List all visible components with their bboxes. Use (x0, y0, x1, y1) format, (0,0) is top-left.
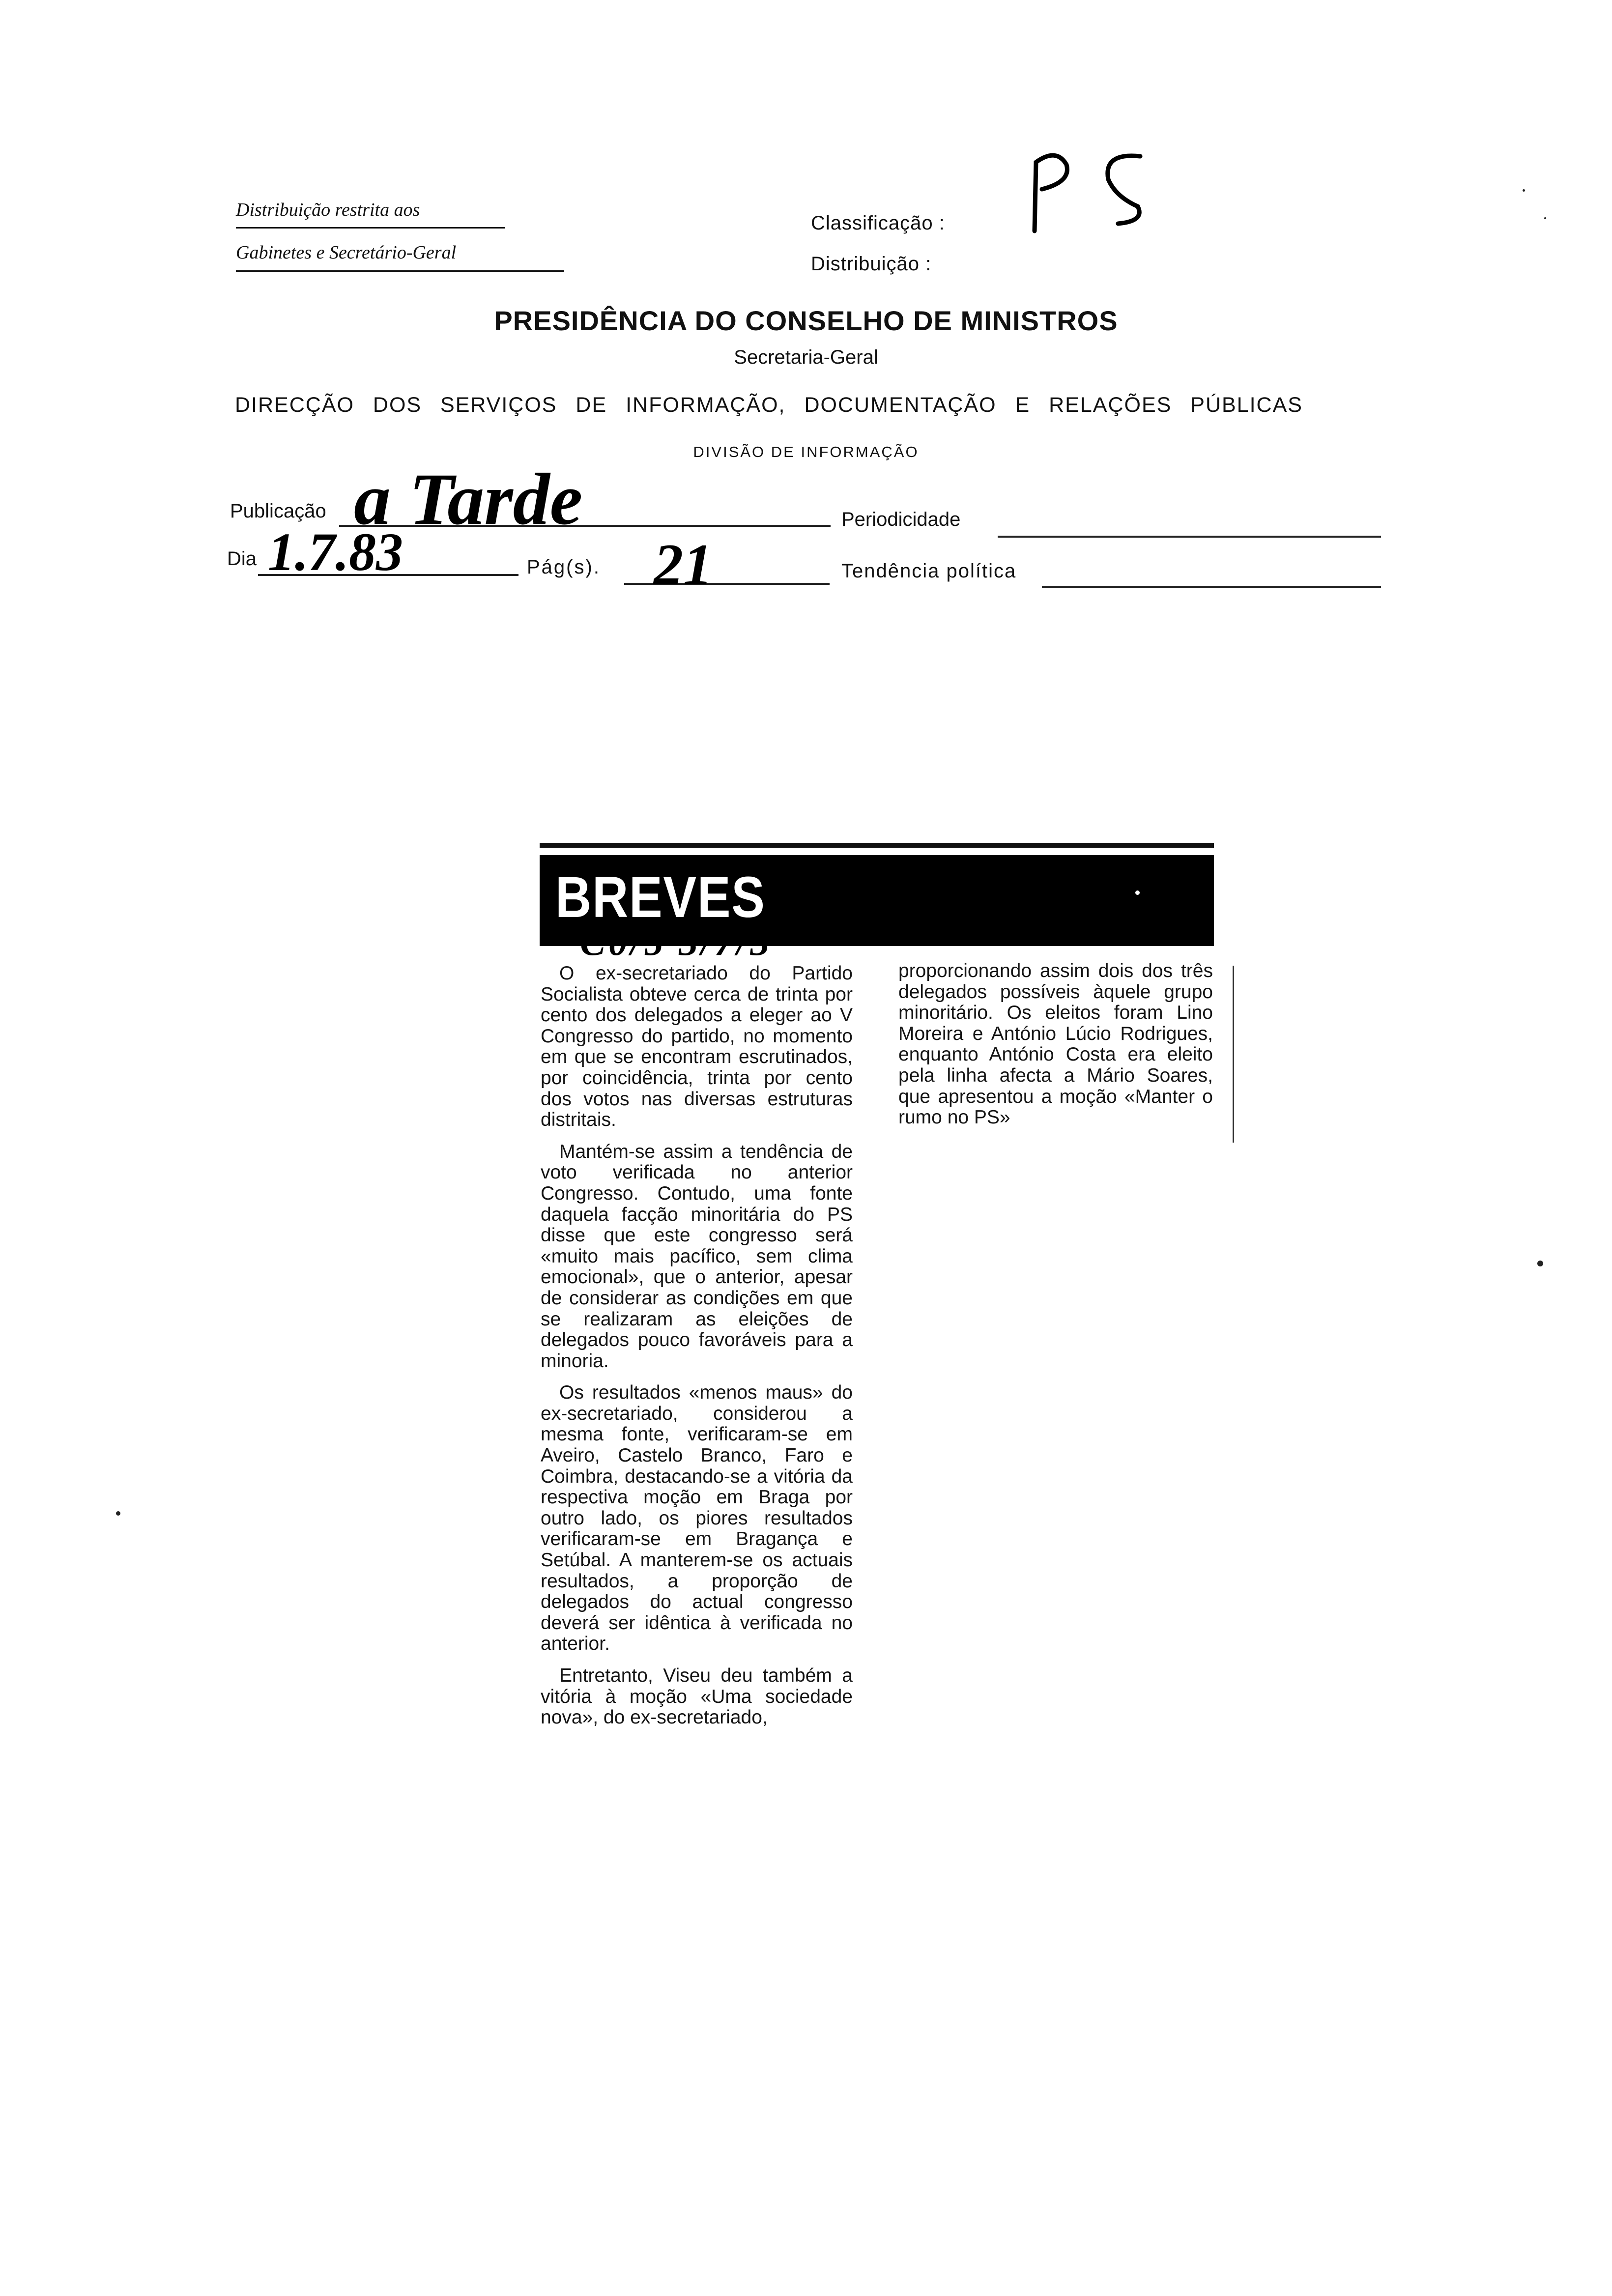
secretariat: Secretaria-Geral (734, 346, 878, 368)
distribution-underline-2 (236, 270, 564, 272)
tendencia-line (1042, 586, 1381, 588)
publicacao-label: Publicação (230, 500, 326, 522)
classification-label: Classificação : (811, 212, 945, 234)
article-column-1 (541, 963, 853, 1739)
distribution-note-line1: Distribuição restrita aos (236, 200, 420, 220)
pags-handwritten-value: 21 (654, 532, 713, 597)
distribution-underline-1 (236, 227, 505, 229)
article-paragraph: Mantém-se assim a tendência de voto verificada no anterior Congresso. Contudo, uma fonte daquela facção minoritária do PS disse que este congresso será «muito mais pacífico, sem clima emocional», que o anterior, apesar de considerar as condições em que se realizaram as eleições de delegados pouco favoráveis para a minoria. (541, 1141, 853, 1372)
scan-speck (1544, 217, 1546, 219)
scan-speck (116, 1511, 120, 1516)
scan-speck (1523, 189, 1525, 192)
article-paragraph: Entretanto, Viseu deu também a vitória à moção «Uma sociedade nova», do ex-secretariado, (541, 1665, 853, 1728)
banner-speck (1135, 890, 1140, 895)
dia-label: Dia (227, 548, 257, 570)
article-paragraph: Os resultados «menos maus» do ex-secretariado, considerou a mesma fonte, verificaram-se em Aveiro, Castelo Branco, Faro e Coimbra, destacando-se a vitória da respectiva moção em Braga por outro lado, os piores resultados verificaram-se em Bragança e Setúbal. A manterem-se os actuais resultados, a proporção de delegados do actual congresso deverá ser idêntica à verificada no anterior. (541, 1382, 853, 1655)
handwritten-classification-ps (1017, 143, 1155, 241)
distribution-note-line2: Gabinetes e Secretário-Geral (236, 242, 457, 263)
article-paragraph: O ex-secretariado do Partido Socialista obteve cerca de trinta por cento dos delegados a eleger ao V Congresso do partido, no momento em que se encontram escrutinados, por coincidência, trinta por cento dos votos nas diversas estruturas distritais. (541, 963, 853, 1131)
article-column-2 (898, 961, 1213, 1139)
tendencia-label: Tendência política (841, 560, 1017, 582)
article-paragraph: proporcionando assim dois dos três delegados possíveis àquele grupo minoritário. Os eleitos foram Lino Moreira e António Lúcio Rodrigues, enquanto António Costa era eleito pela linha afecta a Mário Soares, que apresentou a moção «Manter o rumo no PS» (898, 960, 1213, 1128)
pags-label: Pág(s). (527, 556, 601, 578)
periodicidade-line (998, 536, 1381, 538)
clipping-top-rule (540, 843, 1214, 848)
directorate: DIRECÇÃO DOS SERVIÇOS DE INFORMAÇÃO, DOCUMENTAÇÃO E RELAÇÕES PÚBLICAS (235, 393, 1303, 417)
division: DIVISÃO DE INFORMAÇÃO (693, 443, 919, 460)
scan-speck (1537, 1261, 1543, 1266)
distribution-label: Distribuição : (811, 253, 932, 275)
handwritten-reference: C0/5 3/7/3 (580, 920, 773, 963)
dia-handwritten-value: 1.7.83 (268, 522, 403, 582)
column-border (1233, 966, 1234, 1143)
page-title: PRESIDÊNCIA DO CONSELHO DE MINISTROS (494, 305, 1118, 336)
periodicidade-label: Periodicidade (841, 509, 961, 530)
breves-heading: BREVES (555, 865, 766, 930)
publicacao-handwritten-value: a Tarde (354, 459, 583, 540)
